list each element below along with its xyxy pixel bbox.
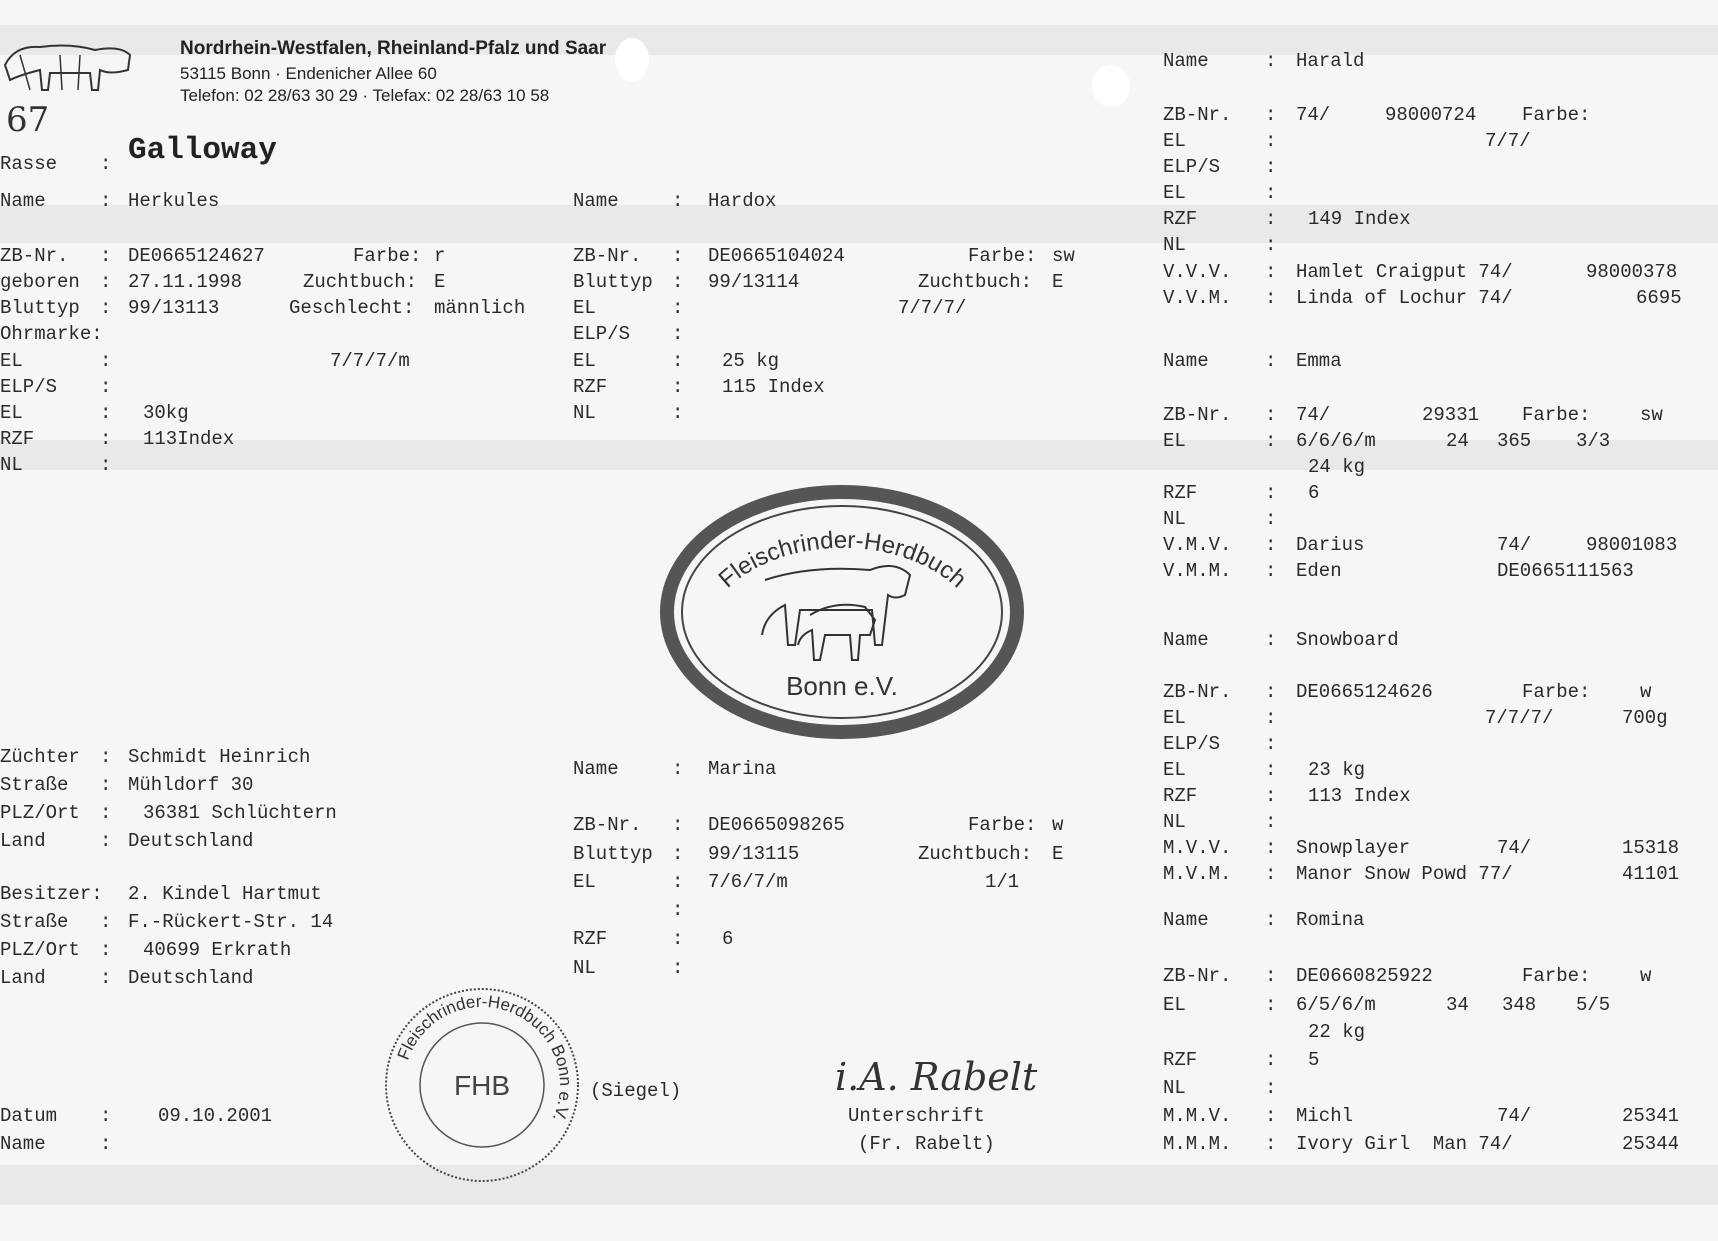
colon: : <box>1265 130 1277 152</box>
colon: : <box>672 297 684 319</box>
label-el: EL <box>573 871 596 893</box>
colon: : <box>100 153 112 175</box>
mm-el-a: 34 <box>1446 994 1469 1016</box>
mm-el-c: 5/5 <box>1576 994 1611 1016</box>
colon: : <box>672 957 684 979</box>
mv-zb-nr: DE0665124626 <box>1296 681 1433 703</box>
label-name: Name <box>0 1133 46 1155</box>
mm-el-b: 348 <box>1502 994 1537 1016</box>
label-plz-ort: PLZ/Ort <box>0 802 80 824</box>
colon: : <box>100 1133 112 1155</box>
label-el: EL <box>1163 759 1186 781</box>
mm-farbe: w <box>1640 965 1652 987</box>
label-el: EL <box>0 350 23 372</box>
dam-zb-nr: DE0665098265 <box>708 814 845 836</box>
colon: : <box>1265 350 1277 372</box>
label-rasse: Rasse <box>0 153 58 175</box>
label-rzf: RZF <box>1163 1049 1198 1071</box>
label-rzf: RZF <box>1163 482 1198 504</box>
mv-farbe: w <box>1640 681 1652 703</box>
vmv-name: Darius <box>1296 534 1365 556</box>
animal-name: Herkules <box>128 190 220 212</box>
colon: : <box>1265 208 1277 230</box>
colon: : <box>100 376 112 398</box>
colon: : <box>100 454 112 476</box>
label-farbe: Farbe: <box>968 245 1037 267</box>
seal-label: (Siegel) <box>590 1080 682 1102</box>
colon: : <box>1265 1105 1277 1127</box>
label-strasse: Straße <box>0 774 69 796</box>
vm-el-b: 365 <box>1497 430 1532 452</box>
signature-label: Unterschrift <box>848 1105 985 1127</box>
label-nl: NL <box>1163 1077 1186 1099</box>
dam-bluttyp: 99/13115 <box>708 843 800 865</box>
dam-zuchtbuch: E <box>1052 843 1064 865</box>
sire-zb-nr: DE0665104024 <box>708 245 845 267</box>
stamp-bottom-text: Bonn e.V. <box>786 671 898 701</box>
dam-el: 7/6/7/m <box>708 871 788 893</box>
scan-band <box>0 205 1718 243</box>
label-elps: ELP/S <box>0 376 58 398</box>
colon: : <box>100 190 112 212</box>
vm-zb-nr: 29331 <box>1422 404 1480 426</box>
vmv-prefix: 74/ <box>1497 534 1532 556</box>
label-elps: ELP/S <box>1163 156 1221 178</box>
mvv-name: Snowplayer <box>1296 837 1411 859</box>
vvv-name: Hamlet Craigput 74/ <box>1296 261 1513 283</box>
vmm-nr: DE0665111563 <box>1497 560 1634 582</box>
colon: : <box>672 271 684 293</box>
colon: : <box>1265 156 1277 178</box>
mmv-prefix: 74/ <box>1497 1105 1532 1127</box>
cow-calf-icon <box>762 566 910 660</box>
seal-ring-text: Fleischrinder-Herdbuch Bonn e.V. <box>393 991 576 1125</box>
org-phone: Telefon: 02 28/63 30 29 · Telefax: 02 28/63 10 58 <box>180 86 550 105</box>
colon: : <box>672 323 684 345</box>
mmm-nr: 25344 <box>1622 1133 1680 1155</box>
colon: : <box>1265 50 1277 72</box>
sire-farbe: sw <box>1052 245 1075 267</box>
colon: : <box>672 376 684 398</box>
cattle-logo-icon <box>0 25 140 95</box>
signer-name: (Fr. Rabelt) <box>858 1133 995 1155</box>
colon: : <box>672 814 684 836</box>
colon: : <box>100 402 112 424</box>
vm-el-a: 24 <box>1446 430 1469 452</box>
colon: : <box>672 758 684 780</box>
vmm-name: Eden <box>1296 560 1342 582</box>
svg-text:Fleischrinder-Herdbuch <box>714 527 972 593</box>
label-zuchtbuch: Zuchtbuch: <box>303 271 418 293</box>
label-farbe: Farbe: <box>1522 965 1591 987</box>
label-zuchtbuch: Zuchtbuch: <box>918 271 1033 293</box>
label-bluttyp: Bluttyp <box>573 843 653 865</box>
vvv-nr: 98000378 <box>1586 261 1678 283</box>
colon: : <box>672 871 684 893</box>
colon: : <box>672 899 684 921</box>
mvv-nr: 15318 <box>1622 837 1680 859</box>
mm-name: Romina <box>1296 909 1365 931</box>
colon: : <box>1265 404 1277 426</box>
label-el: EL <box>1163 994 1186 1016</box>
vm-name: Emma <box>1296 350 1342 372</box>
label-zuchtbuch: Zuchtbuch: <box>918 843 1033 865</box>
colon: : <box>100 939 112 961</box>
colon: : <box>672 190 684 212</box>
animal-zuchtbuch: E <box>434 271 446 293</box>
vv-el: 7/7/ <box>1485 130 1531 152</box>
label-ohrmarke: Ohrmarke: <box>0 323 103 345</box>
colon: : <box>1265 811 1277 833</box>
animal-sex: männlich <box>434 297 526 319</box>
colon: : <box>1265 785 1277 807</box>
mm-zb-nr: DE0660825922 <box>1296 965 1433 987</box>
vm-el-c: 3/3 <box>1576 430 1611 452</box>
label-name: Name <box>1163 50 1209 72</box>
scan-band <box>0 1165 1718 1205</box>
label-plz-ort: PLZ/Ort <box>0 939 80 961</box>
label-nl: NL <box>1163 811 1186 833</box>
label-land: Land <box>0 967 46 989</box>
colon: : <box>1265 733 1277 755</box>
label-zuechter: Züchter <box>0 746 80 768</box>
fhb-seal <box>382 985 582 1185</box>
vv-zb-nr: 98000724 <box>1385 104 1477 126</box>
colon: : <box>672 402 684 424</box>
mv-el-extra: 700g <box>1622 707 1668 729</box>
label-nl: NL <box>0 454 23 476</box>
mvv-prefix: 74/ <box>1497 837 1532 859</box>
mv-el: 7/7/7/ <box>1485 707 1554 729</box>
label-bluttyp: Bluttyp <box>573 271 653 293</box>
dam-el-extra: 1/1 <box>985 871 1020 893</box>
vv-name: Harald <box>1296 50 1365 72</box>
mv-rzf: 113 Index <box>1308 785 1411 807</box>
colon: : <box>100 802 112 824</box>
colon: : <box>1265 629 1277 651</box>
label-el: EL <box>573 297 596 319</box>
label-zb-nr: ZB-Nr. <box>1163 404 1232 426</box>
vv-rzf: 149 Index <box>1308 208 1411 230</box>
mm-rzf: 5 <box>1308 1049 1320 1071</box>
colon: : <box>1265 759 1277 781</box>
colon: : <box>100 830 112 852</box>
handwritten-number: 67 <box>6 100 50 140</box>
label-mmv: M.M.V. <box>1163 1105 1232 1127</box>
label-vmm: V.M.M. <box>1163 560 1232 582</box>
punch-hole <box>615 38 649 82</box>
label-farbe: Farbe: <box>353 245 422 267</box>
colon: : <box>1265 430 1277 452</box>
sire-name: Hardox <box>708 190 777 212</box>
colon: : <box>1265 261 1277 283</box>
animal-zb-nr: DE0665124627 <box>128 245 265 267</box>
label-rzf: RZF <box>1163 208 1198 230</box>
owner-street: F.-Rückert-Str. 14 <box>128 911 334 933</box>
vm-rzf: 6 <box>1308 482 1320 504</box>
colon: : <box>1265 965 1277 987</box>
label-zb-nr: ZB-Nr. <box>573 814 642 836</box>
colon: : <box>1265 681 1277 703</box>
sire-el-kg: 25 kg <box>722 350 780 372</box>
label-zb-nr: ZB-Nr. <box>1163 965 1232 987</box>
label-farbe: Farbe: <box>1522 404 1591 426</box>
colon: : <box>1265 863 1277 885</box>
colon: : <box>1265 560 1277 582</box>
colon: : <box>100 350 112 372</box>
owner-name: 2. Kindel Hartmut <box>128 883 322 905</box>
colon: : <box>1265 909 1277 931</box>
mvm-nr: 41101 <box>1622 863 1680 885</box>
label-elps: ELP/S <box>573 323 631 345</box>
colon: : <box>1265 1133 1277 1155</box>
label-farbe: Farbe: <box>968 814 1037 836</box>
colon: : <box>1265 994 1277 1016</box>
vv-zb-prefix: 74/ <box>1296 104 1331 126</box>
breeder-name: Schmidt Heinrich <box>128 746 311 768</box>
label-nl: NL <box>573 402 596 424</box>
dam-name: Marina <box>708 758 777 780</box>
colon: : <box>100 746 112 768</box>
owner-city: 40699 Erkrath <box>143 939 292 961</box>
animal-el: 7/7/7/m <box>330 350 410 372</box>
label-el: EL <box>1163 130 1186 152</box>
colon: : <box>100 297 112 319</box>
label-bluttyp: Bluttyp <box>0 297 80 319</box>
label-geschlecht: Geschlecht: <box>289 297 415 319</box>
label-vvm: V.V.M. <box>1163 287 1232 309</box>
dam-farbe: w <box>1052 814 1064 836</box>
label-rzf: RZF <box>573 928 608 950</box>
animal-el-kg: 30kg <box>143 402 189 424</box>
mvm-name: Manor Snow Powd 77/ <box>1296 863 1513 885</box>
colon: : <box>100 967 112 989</box>
colon: : <box>1265 837 1277 859</box>
animal-bluttyp: 99/13113 <box>128 297 220 319</box>
date-value: 09.10.2001 <box>158 1105 273 1127</box>
colon: : <box>1265 508 1277 530</box>
breeder-city: 36381 Schlüchtern <box>143 802 337 824</box>
animal-birthdate: 27.11.1998 <box>128 271 243 293</box>
label-geboren: geboren <box>0 271 80 293</box>
colon: : <box>100 428 112 450</box>
colon: : <box>672 245 684 267</box>
mmv-nr: 25341 <box>1622 1105 1680 1127</box>
label-land: Land <box>0 830 46 852</box>
label-rzf: RZF <box>573 376 608 398</box>
seal-center-text: FHB <box>454 1070 510 1101</box>
label-nl: NL <box>573 957 596 979</box>
label-mmm: M.M.M. <box>1163 1133 1232 1155</box>
animal-rzf: 113Index <box>143 428 235 450</box>
org-address: 53115 Bonn · Endenicher Allee 60 <box>180 64 437 83</box>
colon: : <box>1265 287 1277 309</box>
label-name: Name <box>573 758 619 780</box>
colon: : <box>1265 234 1277 256</box>
vvm-nr: 6695 <box>1636 287 1682 309</box>
vm-el-kg: 24 kg <box>1308 456 1366 478</box>
label-zb-nr: ZB-Nr. <box>1163 681 1232 703</box>
colon: : <box>100 271 112 293</box>
breeder-street: Mühldorf 30 <box>128 774 254 796</box>
vm-farbe: sw <box>1640 404 1663 426</box>
colon: : <box>1265 534 1277 556</box>
label-zb-nr: ZB-Nr. <box>0 245 69 267</box>
mmm-name: Ivory Girl Man 74/ <box>1296 1133 1513 1155</box>
colon: : <box>1265 182 1277 204</box>
herdbook-stamp <box>660 485 1025 740</box>
colon: : <box>672 928 684 950</box>
vvm-name: Linda of Lochur 74/ <box>1296 287 1513 309</box>
animal-farbe: r <box>434 245 446 267</box>
breeder-country: Deutschland <box>128 830 254 852</box>
colon: : <box>672 350 684 372</box>
label-elps: ELP/S <box>1163 733 1221 755</box>
label-rzf: RZF <box>0 428 35 450</box>
mv-name: Snowboard <box>1296 629 1399 651</box>
sire-rzf: 115 Index <box>722 376 825 398</box>
breed-value: Galloway <box>128 133 277 168</box>
label-mvm: M.V.M. <box>1163 863 1232 885</box>
label-name: Name <box>1163 909 1209 931</box>
vm-zb-prefix: 74/ <box>1296 404 1331 426</box>
label-vmv: V.M.V. <box>1163 534 1232 556</box>
label-name: Name <box>573 190 619 212</box>
label-el: EL <box>573 350 596 372</box>
label-nl: NL <box>1163 234 1186 256</box>
label-el: EL <box>0 402 23 424</box>
label-el: EL <box>1163 430 1186 452</box>
vm-el: 6/6/6/m <box>1296 430 1376 452</box>
colon: : <box>672 843 684 865</box>
label-name: Name <box>1163 629 1209 651</box>
mm-el-kg: 22 kg <box>1308 1021 1366 1043</box>
sire-bluttyp: 99/13114 <box>708 271 800 293</box>
dam-rzf: 6 <box>722 928 734 950</box>
label-farbe: Farbe: <box>1522 104 1591 126</box>
colon: : <box>1265 1049 1277 1071</box>
label-farbe: Farbe: <box>1522 681 1591 703</box>
org-name: Nordrhein-Westfalen, Rheinland-Pfalz und Saar <box>180 38 607 59</box>
label-name: Name <box>1163 350 1209 372</box>
label-datum: Datum <box>0 1105 58 1127</box>
sire-el: 7/7/7/ <box>898 297 967 319</box>
colon: : <box>100 774 112 796</box>
colon: : <box>100 911 112 933</box>
label-nl: NL <box>1163 508 1186 530</box>
colon: : <box>1265 482 1277 504</box>
sire-zuchtbuch: E <box>1052 271 1064 293</box>
owner-country: Deutschland <box>128 967 254 989</box>
label-el: EL <box>1163 182 1186 204</box>
label-strasse: Straße <box>0 911 69 933</box>
label-name: Name <box>0 190 46 212</box>
label-zb-nr: ZB-Nr. <box>1163 104 1232 126</box>
signature: i.A. Rabelt <box>835 1055 1038 1099</box>
colon: : <box>1265 707 1277 729</box>
punch-hole <box>1092 65 1130 107</box>
label-mvv: M.V.V. <box>1163 837 1232 859</box>
mmv-name: Michl <box>1296 1105 1354 1127</box>
colon: : <box>1265 1077 1277 1099</box>
label-vvv: V.V.V. <box>1163 261 1232 283</box>
mm-el: 6/5/6/m <box>1296 994 1376 1016</box>
colon: : <box>100 1105 112 1127</box>
stamp-top-text: Fleischrinder-Herdbuch <box>713 526 972 594</box>
mv-el-kg: 23 kg <box>1308 759 1366 781</box>
colon: : <box>1265 104 1277 126</box>
colon: : <box>100 245 112 267</box>
label-el: EL <box>1163 707 1186 729</box>
vmv-nr: 98001083 <box>1586 534 1678 556</box>
label-besitzer: Besitzer: <box>0 883 103 905</box>
label-rzf: RZF <box>1163 785 1198 807</box>
label-zb-nr: ZB-Nr. <box>573 245 642 267</box>
